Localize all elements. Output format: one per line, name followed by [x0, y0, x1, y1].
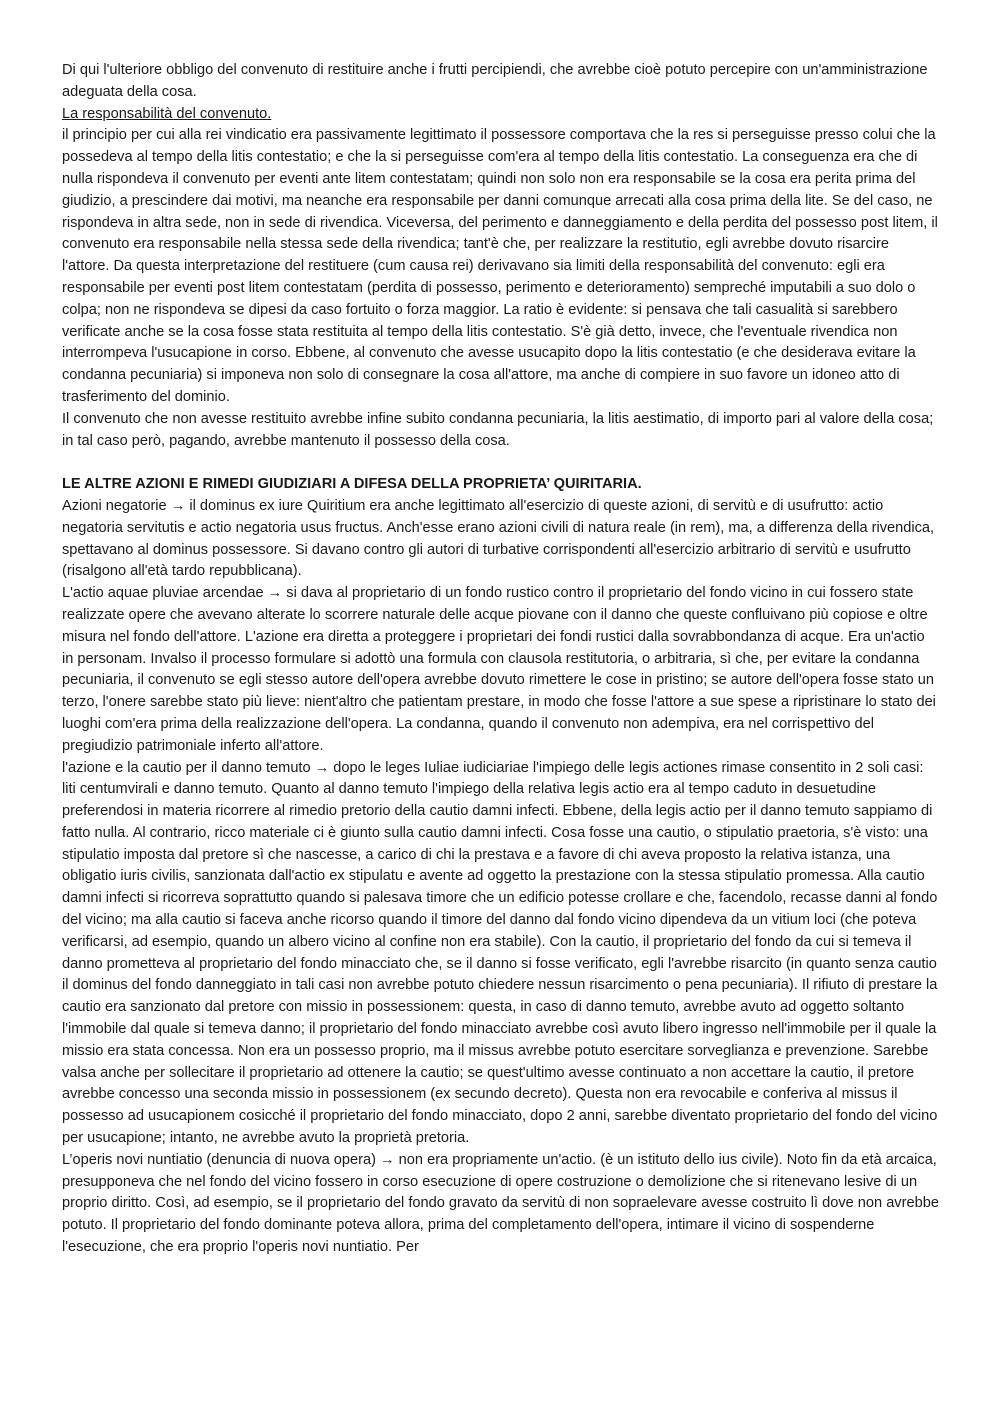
paragraph-principio: il principio per cui alla rei vindicatio era passivamente legittimato il possessore comportava che la res si perseguisse presso colui che la possedeva al tempo della litis contestatio; e che la si perseguisse com'era al tempo della litis contestatio. La conseguenza era che di nulla rispondeva il convenuto per eventi ante litem contestatam; quindi non solo non era responsabile se la cosa era perita prima del giudizio, a prescindere dai motivi, ma neanche era responsabile per danni comunque arrecati alla cosa prima della lite. Se del caso, ne rispondeva in altra sede, non in sede di rivendica. Viceversa, del perimento e danneggiamento e della perdita del possesso post litem, il convenuto era responsabile nella stessa sede della rivendica; tant'è che, per realizzare la restitutio, egli avrebbe dovuto risarcire l'attore. Da questa interpretazione del restituere (cum causa rei) derivavano sia limiti della responsabilità del convenuto: egli era responsabile per eventi post litem contestatam (perdita di possesso, perimento e deterioramento) sempreché imputabili a suo dolo o colpa; non ne rispondeva se dipesi da caso fortuito o forza maggior. La ratio è evidente: si pensava che tali casualità si sarebbero verificate anche se la cosa fosse stata restituita al tempo della litis contestatio. S'è già detto, invece, che l'eventuale rivendica non interrompeva l'usucapione in corso. Ebbene, al convenuto che avesse usucapito dopo la litis contestatio (e che desiderava evitare la condanna pecuniaria) si imponeva non solo di consegnare la cosa all'attore, ma anche di compiere in suo favore un idoneo atto di trasferimento del dominio. — [62, 127, 938, 405]
section-heading: LE ALTRE AZIONI E RIMEDI GIUDIZIARI A DIFESA DELLA PROPRIETA’ QUIRITARIA. — [62, 476, 642, 493]
paragraph-frutti: Di qui l'ulteriore obbligo del convenuto di restituire anche i frutti percipiendi, che avrebbe cioè potuto percepire con un'amministrazione adeguata della cosa. — [62, 62, 928, 100]
paragraph-operis-novi: L’operis novi nuntiatio (denuncia di nuova opera) → non era propriamente un'actio. (è un istituto dello ius civile). Noto fin da età arcaica, presupponeva che nel fondo del vicino fossero in corso esecuzione di opere costruzione o demolizione che si ritenevano lesive di un proprio diritto. Così, ad esempio, se il proprietario del fondo gravato da servitù di non sopraelevare avesse costruito lì dove non avrebbe potuto. Il proprietario del fondo dominante poteva allora, prima del completamento dell'opera, intimare il vicino di sospenderne l'esecuzione, che era proprio l'operis novi nuntiatio. Per — [62, 1151, 939, 1256]
paragraph-azioni-negatorie: Azioni negatorie → il dominus ex iure Quiritium era anche legittimato all'esercizio di queste azioni, di servitù e di usufrutto: actio negatoria servitutis e actio negatoria usus fructus. Anch'esse erano azioni civili di natura reale (in rem), ma, a differenza della rivendica, spettavano al dominus possessore. Si davano contro gli autori di turbative corrispondenti all'esercizio arbitrario di servitù e usufrutto (risalgono all'età tardo repubblicana). — [62, 497, 935, 580]
document-page — [62, 60, 940, 1259]
paragraph-actio-aquae: L'actio aquae pluviae arcendae → si dava al proprietario di un fondo rustico contro il proprietario del fondo vicino in cui fossero state realizzate opere che avevano alterate lo scorrere naturale delle acque piovane con il danno che queste confluivano più copiose e oltre misura nel fondo dell'attore. L'azione era diretta a proteggere i proprietari dei fondi rustici dalla sovrabbondanza di acque. Era un'actio in personam. Invalso il processo formulare si adottò una formula con clausola restitutoria, o arbitraria, sì che, per evitare la condanna pecuniaria, il convenuto se egli stesso autore dell'opera avrebbe dovuto rimettere le cose in pristino; se autore dell'opera fosse stato un terzo, l'onere sarebbe stato più lieve: nient'altro che patientam prestare, in modo che fosse l'attore a sue spese a ripristinare lo stato dei luoghi com'era prima della realizzazione dell'opera. La condanna, quando il convenuto non adempiva, era nel corrispettivo del pregiudizio patrimoniale inferto all'attore. — [62, 585, 936, 754]
paragraph-danno-temuto: l'azione e la cautio per il danno temuto → dopo le leges Iuliae iudiciariae l'impiego delle legis actiones rimase consentito in 2 soli casi: liti centumvirali e danno temuto. Quanto al danno temuto l'impiego della relativa legis actio era al tempo caduto in desuetudine preferendosi in materia ricorrere al rimedio pretorio della cautio damni infecti. Ebbene, della legis actio per il danno temuto sappiamo di fatto nulla. Al contrario, ricco materiale ci è giunto sulla cautio damni infecti. Cosa fosse una cautio, o stipulatio praetoria, s'è visto: una stipulatio imposta dal pretore sì che nascesse, a carico di chi la prestava e a favore di chi aveva proposto la relativa istanza, una obligatio iuris civilis, sanzionata dall'actio ex stipulatu e avente ad oggetto la prestazione con la stessa stipulatio promessa. Alla cautio damni infecti si ricorreva soprattutto quando si palesava timore che un edificio potesse crollare e che, facendolo, recasse danni al fondo del vicino; ma alla cautio si faceva anche ricorso quando il timore del danno dal fondo vicino dipendeva da un vitium loci (che poteva verificarsi, ad esempio, quando un albero vicino al confine non era stabile). Con la cautio, il proprietario del fondo da cui si temeva il danno prometteva al proprietario del fondo minacciato che, se il danno si fosse verificato, egli l'avrebbe risarcito (in quanto senza cautio il dominus del fondo danneggiato in tali casi non avrebbe potuto chiedere nessun risarcimento o pena pecuniaria). Il rifiuto di prestare la cautio era sanzionato dal pretore con missio in possessionem: questa, in caso di danno temuto, avrebbe avuto ad oggetto soltanto l'immobile dal quale si temeva danno; il proprietario del fondo minacciato avrebbe così avuto libero ingresso nell'immobile per il quale la missio era stata concessa. Non era un possesso proprio, ma il missus avrebbe potuto esercitare sorveglianza e prevenzione. Sarebbe valsa anche per sollecitare il proprietario ad ottenere la cautio; se quest'ultimo avesse continuato a non accettare la cautio, il pretore avrebbe concesso una seconda missio in possessionem (ex secundo decreto). Questa non era revocabile e conferiva al missus il possesso ad usucapionem cosicché il proprietario del fondo minacciato, dopo 2 anni, sarebbe diventato proprietario del fondo del vicino per usucapione; intanto, ne avrebbe avuto la proprietà pretoria. — [62, 759, 938, 1147]
paragraph-condanna: Il convenuto che non avesse restituito avrebbe infine subito condanna pecuniaria, la litis aestimatio, di importo pari al valore della cosa; in tal caso però, pagando, avrebbe mantenuto il possesso della cosa. — [62, 410, 934, 449]
subheading-responsabilita: La responsabilità del convenuto. — [62, 105, 272, 122]
